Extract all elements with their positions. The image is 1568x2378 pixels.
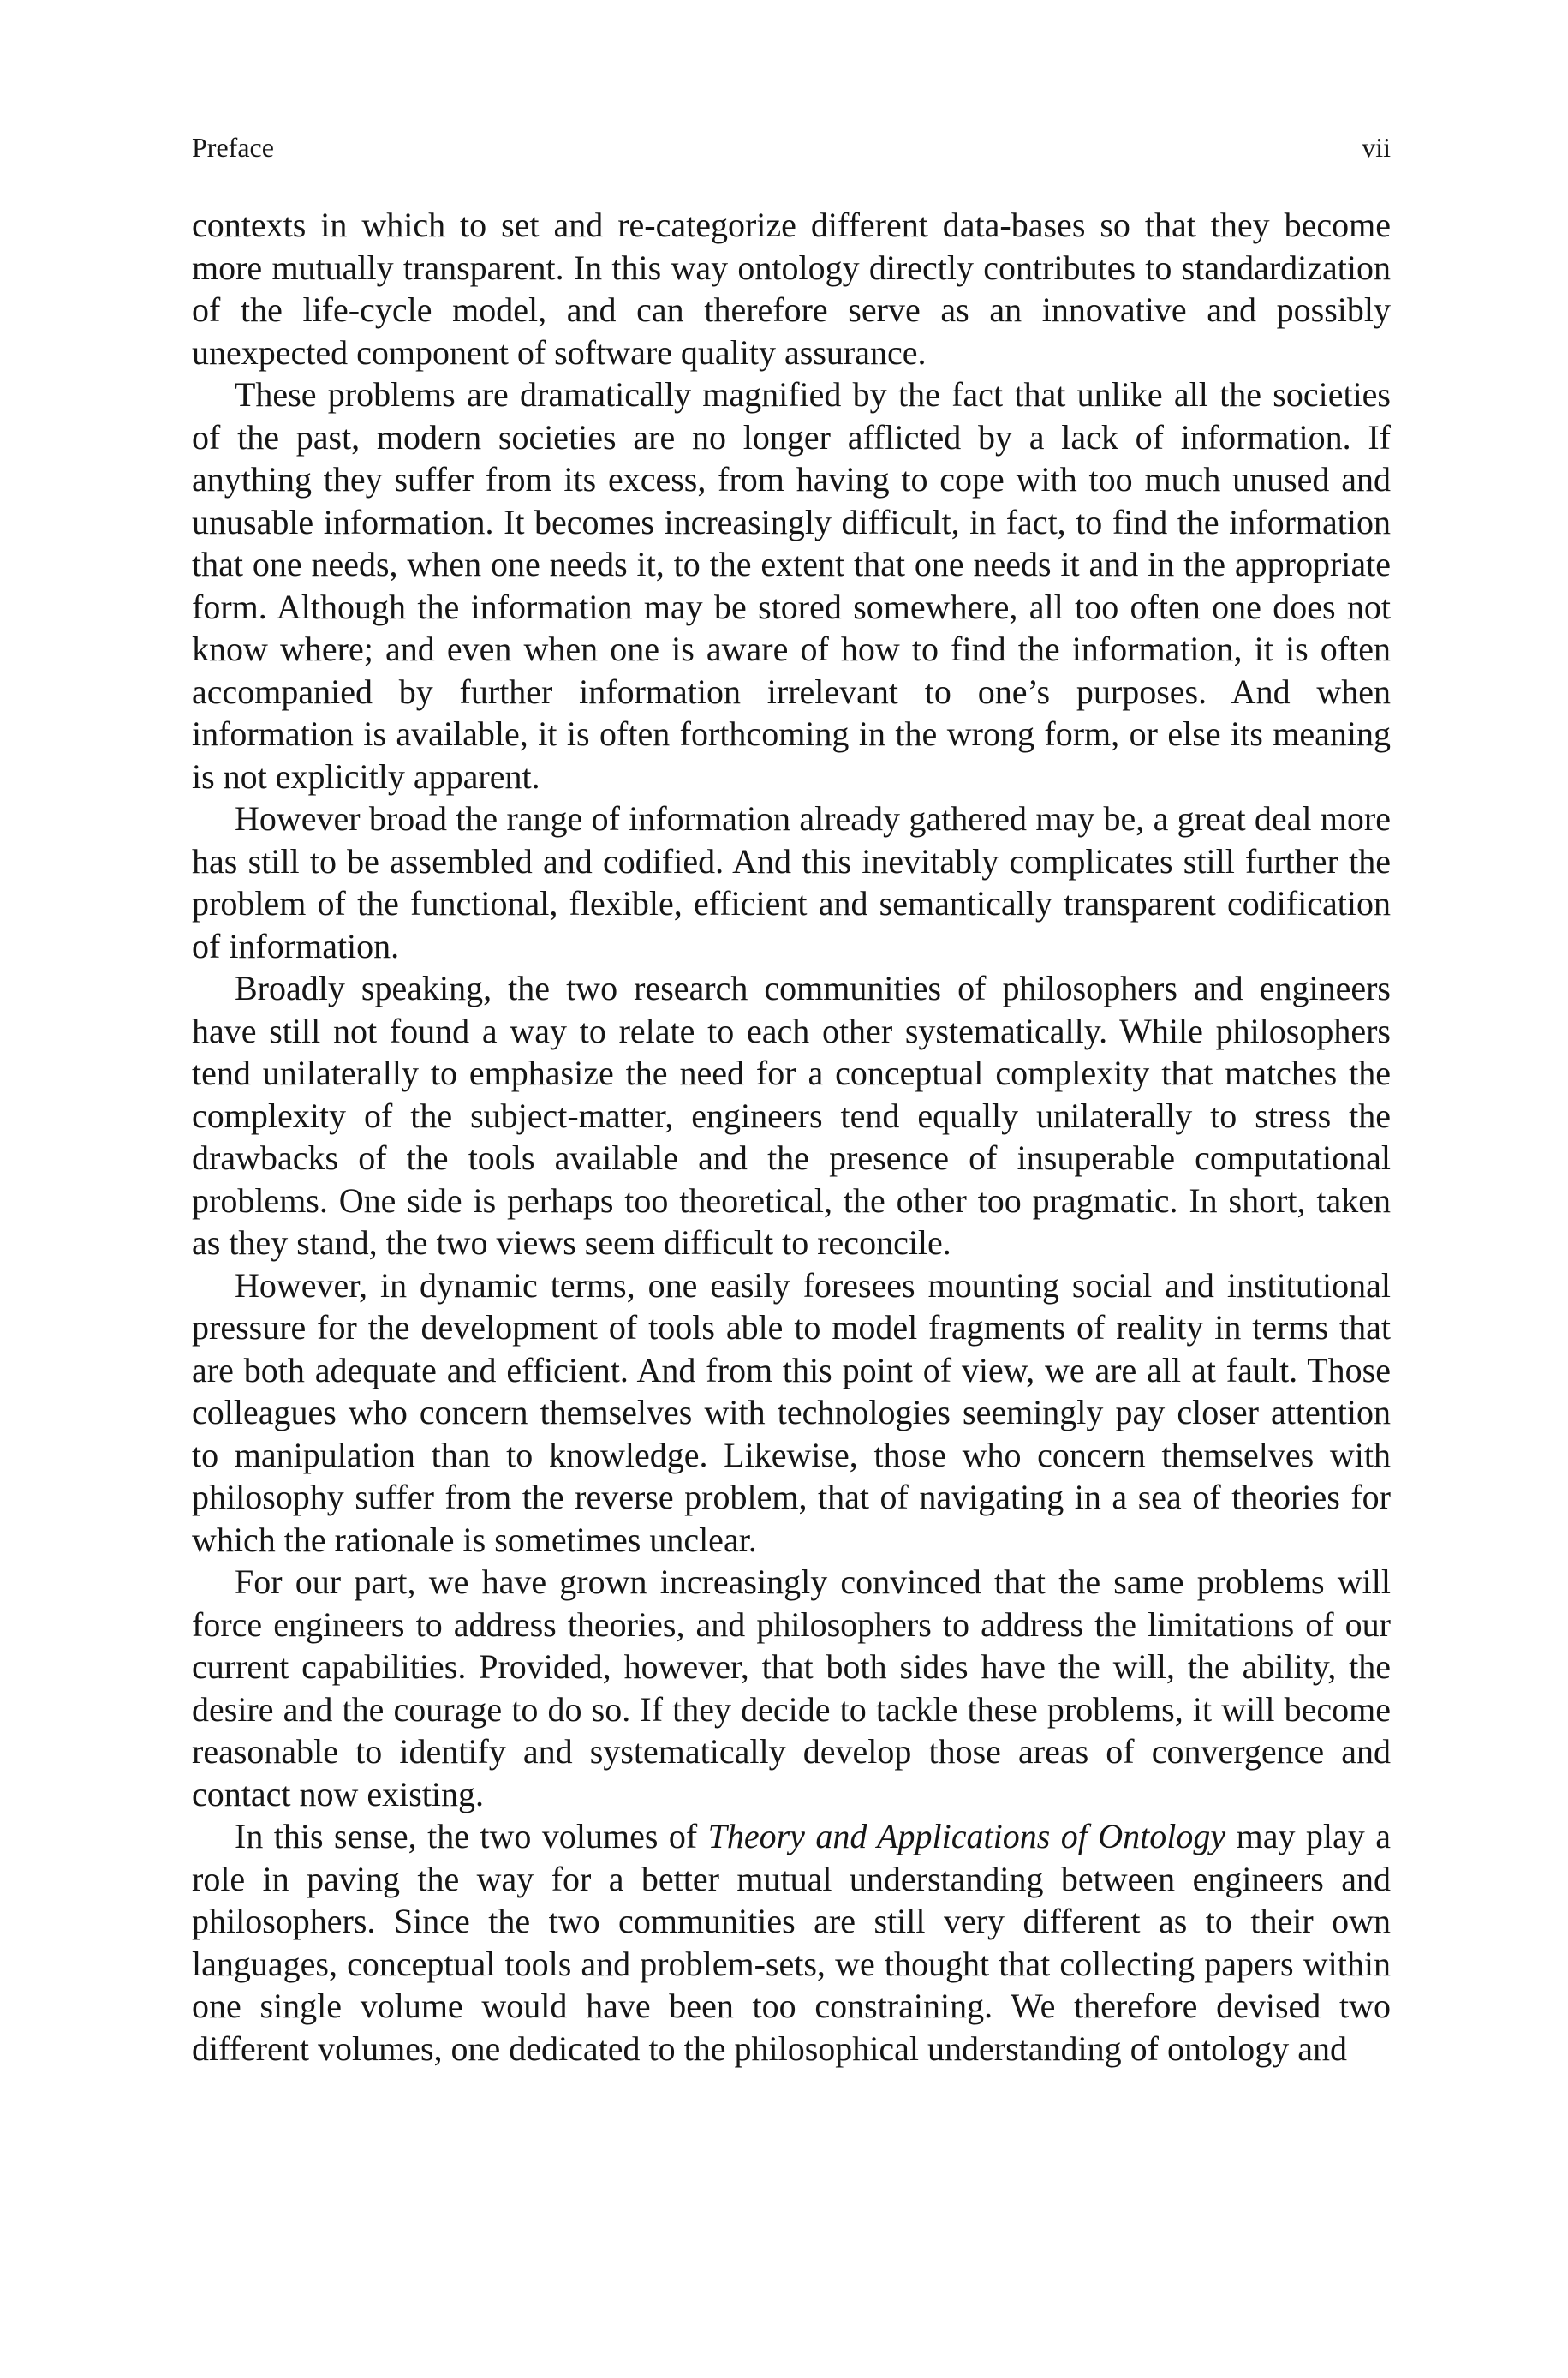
paragraph-codification: However broad the range of information already gathered may be, a great deal more has still to be assembled and codified. And this inevitably complicates still further the problem of the functional, flexible, efficient and semantically transparent codification of information. [192,799,1391,965]
running-head [192,128,1391,166]
paragraph-continued: contexts in which to set and re-categorize different data-bases so that they become more mutually transparent. In this way ontology directly contributes to standardization of the life-cycle model, and can therefore serve as an innovative and possibly unexpected component of software quality assurance. [192,206,1391,372]
two-volumes-text-end: may play a role in paving the way for a better mutual understanding between engineers and philosophers. Since the two communities are still very different as to their own languages, conceptual tools and problem-sets, we thought that collecting papers within one single volume would have been too constraining. We therefore devised two different volumes, one dedicated to the philosophical understanding of ontology and [192,1817,1391,2068]
two-volumes-text-start: In this sense, the two volumes of [235,1817,708,1855]
paragraph-our-part: For our part, we have grown increasingly convinced that the same problems will force engineers to address theories, and philosophers to address the limitations of our current capabilities. Provided, however, that both sides have the will, the ability, the desire and the courage to do so. If they decide to tackle these problems, it will become reasonable to identify and systematically develop those areas of convergence and contact now existing. [192,1562,1391,1813]
paragraph-dynamic-terms: However, in dynamic terms, one easily foresees mounting social and institutional pressure for the development of tools able to model fragments of reality in terms that are both adequate and efficient. And from this point of view, we are all at fault. Those colleagues who concern themselves with technologies seemingly pay closer attention to manipulation than to knowledge. Likewise, those who concern themselves with philosophy suffer from the reverse problem, that of navigating in a sea of theories for which the rationale is sometimes unclear. [192,1265,1391,1559]
page-number: vii [1362,132,1391,163]
running-head-section: Preface [192,132,274,163]
book-title: Theory and Applications of Ontology [707,1817,1226,1855]
paragraph-information-excess: These problems are dramatically magnified by the fact that unlike all the societies of the past, modern societies are no longer afflicted by a lack of information. If anything they suffer from its excess, from having to cope with too much unused and unusable information. It becomes increasingly difficult, in fact, to find the information that one needs, when one needs it, to the extent that one needs it and in the appropriate form. Although the information may be stored somewhere, all too often one does not know where; and even when one is aware of how to find the information, it is often accompanied by further information irrelevant to one’s purposes. And when information is available, it is often forthcoming in the wrong form, or else its meaning is not explicitly apparent. [192,375,1391,796]
body-text [192,204,1391,2070]
paragraph-two-volumes [192,1815,1391,2070]
paragraph-research-communities: Broadly speaking, the two research communities of philosophers and engineers have still not found a way to relate to each other systematically. While philosophers tend unilaterally to emphasize the need for a conceptual complexity that matches the complexity of the subject-matter, engineers tend equally unilaterally to stress the drawbacks of the tools available and the presence of insuperable computational problems. One side is perhaps too theoretical, the other too pragmatic. In short, taken as they stand, the two views seem difficult to reconcile. [192,969,1391,1262]
